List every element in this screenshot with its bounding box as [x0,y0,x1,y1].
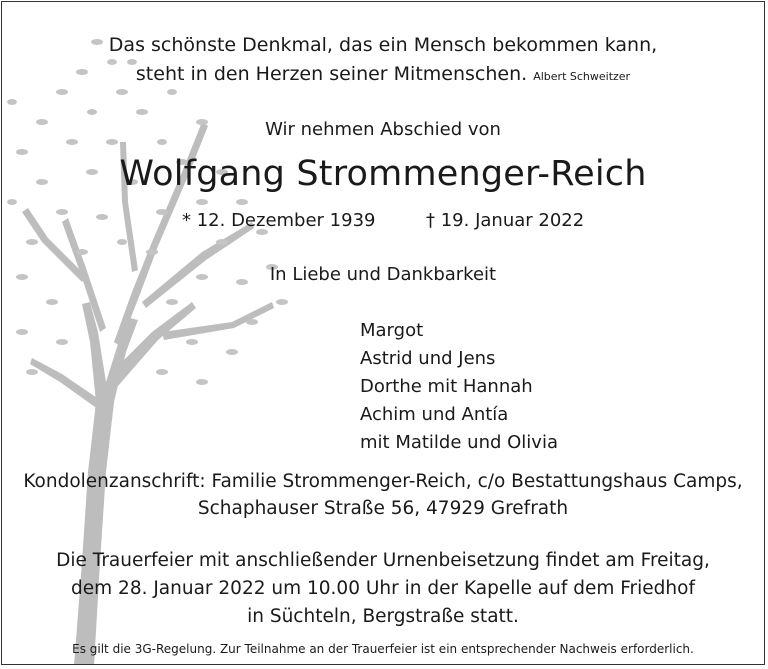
service-line-1: Die Trauerfeier mit anschließender Urnenbeisetzung findet am Freitag, [56,550,710,571]
quote-line-2-text: steht in den Herzen seiner Mitmenschen. [135,63,528,85]
quote-line-1: Das schönste Denkmal, das ein Mensch bekommen kann, [108,34,658,56]
mourner-1: Margot [360,320,424,341]
mourner-3: Dorthe mit Hannah [360,376,533,397]
quote-author: Albert Schweitzer [533,70,631,83]
quote-line-2 [2,63,764,85]
condolence-address-line-1: Kondolenzanschrift: Familie Strommenger-Reich, c/o Bestattungshaus Camps, [23,471,743,492]
footnote: Es gilt die 3G-Regelung. Zur Teilnahme an der Trauerfeier ist ein entsprechender Nachweis erforderlich. [72,642,694,656]
intro-text: Wir nehmen Abschied von [265,119,501,140]
death-date: † 19. Januar 2022 [426,210,585,231]
service-line-3: in Süchteln, Bergstraße statt. [247,606,519,627]
mourner-5: mit Matilde und Olivia [360,432,558,453]
mourner-2: Astrid und Jens [360,348,496,369]
deceased-name: Wolfgang Strommenger-Reich [119,154,647,194]
dedication-text: In Liebe und Dankbarkeit [269,264,497,285]
condolence-address-line-2: Schaphauser Straße 56, 47929 Grefrath [197,498,569,519]
obituary-notice [1,1,765,665]
service-line-2: dem 28. Januar 2022 um 10.00 Uhr in der Kapelle auf dem Friedhof [71,578,695,599]
mourner-4: Achim und Antía [360,404,509,425]
birth-date: * 12. Dezember 1939 [182,210,376,231]
